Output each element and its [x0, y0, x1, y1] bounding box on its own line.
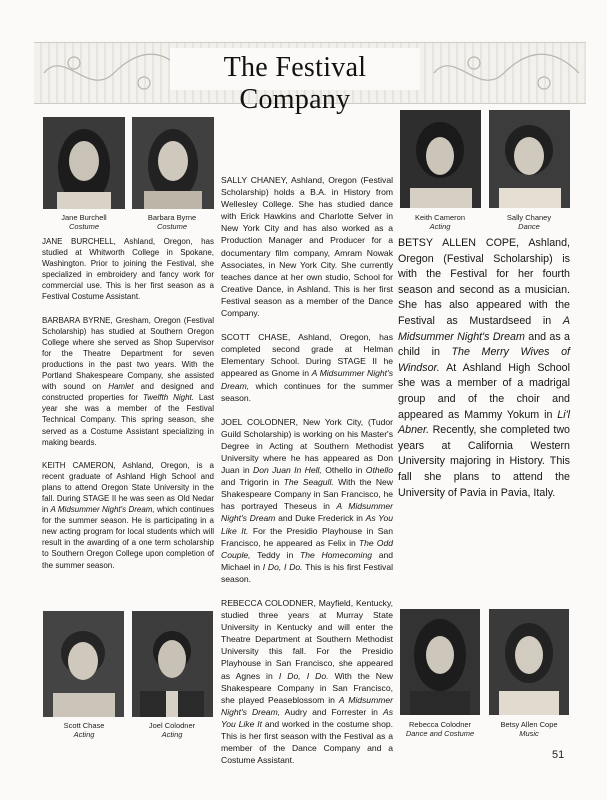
column-middle: [221, 174, 393, 778]
bio-keith-cameron-part1: KEITH CAMERON, Ashland, Oregon, is a recent graduate of Ashland High School and plans to attend Oregon State University in the fall. During STAGE II he was seen as Old Nedar in A Midsummer Night's Dream, which continues for the summer season. He is participating in a new acting program for local students which will result in the awarding of a one term scholarship to Southern Oregon College upon completion of the summer season.: [42, 460, 214, 570]
page-number: 51: [552, 749, 565, 761]
photo-barbara-byrne: [132, 117, 214, 209]
photo-sally-chaney: [489, 110, 570, 208]
column-left: [42, 236, 214, 583]
bio-jane-burchell: JANE BURCHELL, Ashland, Oregon, has studied at Whitworth College in Spokane, Washington. Prior to joining the Festival, she specialized in embroidery and fancy work for commercial use. This is her first season as a Festival Costume Assistant.: [42, 237, 214, 302]
page-title: The Festival Company: [223, 52, 367, 115]
caption-scott-chase: Scott Chase Acting: [63, 721, 105, 739]
caption-keith-cameron: Keith Cameron Acting: [414, 213, 466, 231]
caption-sally-chaney: Sally Chaney Dance: [506, 213, 552, 231]
caption-joel-colodner: Joel Colodner Acting: [148, 721, 196, 739]
caption-barbara-byrne: Barbara Byrne Costume: [147, 213, 197, 231]
caption-betsy-allen-cope: Betsy Allen Cope Music: [500, 720, 558, 738]
photo-rebecca-colodner: [400, 609, 480, 715]
bio-barbara-byrne: BARBARA BYRNE, Gresham, Oregon (Festival Scholarship) has studied at Southern Oregon College where she served as Shop Supervisor for the Theatre Department for seven productions in the past two years. With the Portland Shakespeare Company, she assisted with sound on Hamlet and designed and constructed properties for Twelfth Night. Last year she was a member of the Festival Technical Company. This spring season, she served as a Costume Assistant specializing in making beards.: [42, 315, 215, 447]
bio-sally-chaney: SALLY CHANEY, Ashland, Oregon (Festival Scholarship) holds a B.A. in History from Wellesley College. She has studied dance with Erick Hawkins and Charlotte Selver in New York City and has also worked as a Production Manager and Producer for a documentary film company, Amram Nowak Associates, in New York City. She currently teaches dance at her own studio, School for Creative Dance, in Ashland. This is her first Festival season as a member of the Dance Company.: [221, 175, 393, 319]
photo-scott-chase: [43, 611, 124, 717]
photo-joel-colodner: [132, 611, 213, 717]
column-right: [398, 236, 570, 513]
photo-keith-cameron: [400, 110, 481, 208]
bio-scott-chase: SCOTT CHASE, Ashland, Oregon, has completed second grade at Helman Elementary School. During STAGE II he appeared as Gnome in A Midsummer Night's Dream, which continues for the summer season.: [221, 332, 393, 403]
bio-rebecca-colodner-part1: REBECCA COLODNER, Mayfield, Kentucky, studied three years at Murray State University in Kentucky and will enter the Theatre Department at Southern Methodist University this fall. For the Presidio Playhouse in San Francisco, she appeared as Agnes in I Do, I Do. With the New Shakespeare Company in San Francisco, she played Peaseblossom in A Midsummer Night's Dream, Audry and Forrester in As You Like It and worked in the costume shop. This is her first season with the Festival as a member of the Dance Company and a Costume Assistant.: [221, 598, 393, 766]
bio-betsy-allen-cope: BETSY ALLEN COPE, Ashland, Oregon (Festival Scholarship) is with the Festival for her fourth season and second as a musician. She has also appeared with the Festival as Mustardseed in A Midsummer Night's Dream and as a child in The Merry Wives of Windsor. At Ashland High School she was a member of a madrigal group and of the choir and appeared as Mammy Yokum in Li'l Abner. Recently, she completed two years at California Western University majoring in History. This fall she plans to attend the University of Pavia in Pavia, Italy.: [398, 237, 570, 499]
caption-rebecca-colodner: Rebecca Colodner Dance and Costume: [405, 720, 475, 738]
bio-joel-colodner: JOEL COLODNER, New York City, (Tudor Guild Scholarship) is working on his Master's Degree in Acting at Southern Methodist University where he has appeared as Don Juan in Don Juan In Hell, Othello in Othello and Trigorin in The Seagull. With the New Shakespeare Company in San Francisco, he has portrayed Theseus in A Midsummer Night's Dream and Duke Frederick in As You Like It. For the Presidio Playhouse in San Francisco, he appeared as Felix in The Odd Couple, Teddy in The Homecoming and Michael in I Do, I Do. This is his first Festival season.: [221, 416, 394, 584]
photo-jane-burchell: [43, 117, 125, 209]
caption-jane-burchell: Jane Burchell Costume: [61, 213, 107, 231]
photo-betsy-allen-cope: [489, 609, 569, 715]
